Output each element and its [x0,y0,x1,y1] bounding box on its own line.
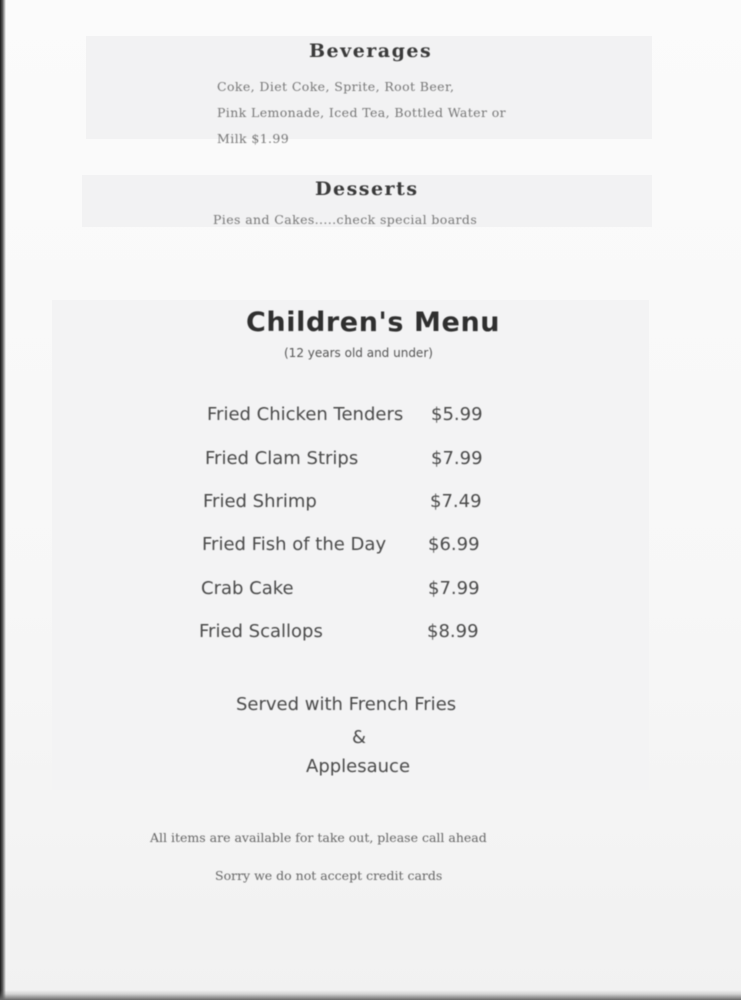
menu-item-price: $8.99 [427,621,479,642]
served-with-side: Applesauce [306,756,411,777]
beverages-line: Coke, Diet Coke, Sprite, Root Beer, [217,79,455,94]
menu-item-price: $7.99 [428,578,480,599]
menu-item-price: $7.99 [431,448,483,469]
desserts-text: Pies and Cakes.....check special boards [213,212,478,227]
menu-item-name: Fried Scallops [199,621,323,642]
menu-item-name: Fried Clam Strips [205,448,359,469]
credit-card-note: Sorry we do not accept credit cards [215,868,443,883]
served-with-line: Served with French Fries [236,694,457,715]
desserts-heading: Desserts [315,178,419,200]
beverages-list [217,74,537,152]
menu-item [0,578,741,604]
childrens-menu-age-note: (12 years old and under) [284,346,433,360]
beverages-line: Milk $1.99 [217,131,290,146]
menu-item [0,534,741,560]
takeout-note: All items are available for take out, please call ahead [150,830,487,845]
menu-item-price: $6.99 [428,534,480,555]
beverages-heading: Beverages [309,40,433,62]
served-with-ampersand: & [352,727,367,748]
page-bottom-edge-shadow [0,990,741,1000]
menu-item-price: $7.49 [430,491,482,512]
menu-item [0,404,741,430]
menu-item [0,448,741,474]
beverages-line: Pink Lemonade, Iced Tea, Bottled Water or [217,105,507,120]
menu-item [0,621,741,647]
menu-item-price: $5.99 [431,404,483,425]
menu-item-name: Crab Cake [201,578,294,599]
childrens-menu-heading: Children's Menu [246,307,501,338]
menu-item [0,491,741,517]
menu-item-name: Fried Shrimp [203,491,317,512]
menu-item-name: Fried Fish of the Day [202,534,387,555]
menu-item-name: Fried Chicken Tenders [207,404,404,425]
